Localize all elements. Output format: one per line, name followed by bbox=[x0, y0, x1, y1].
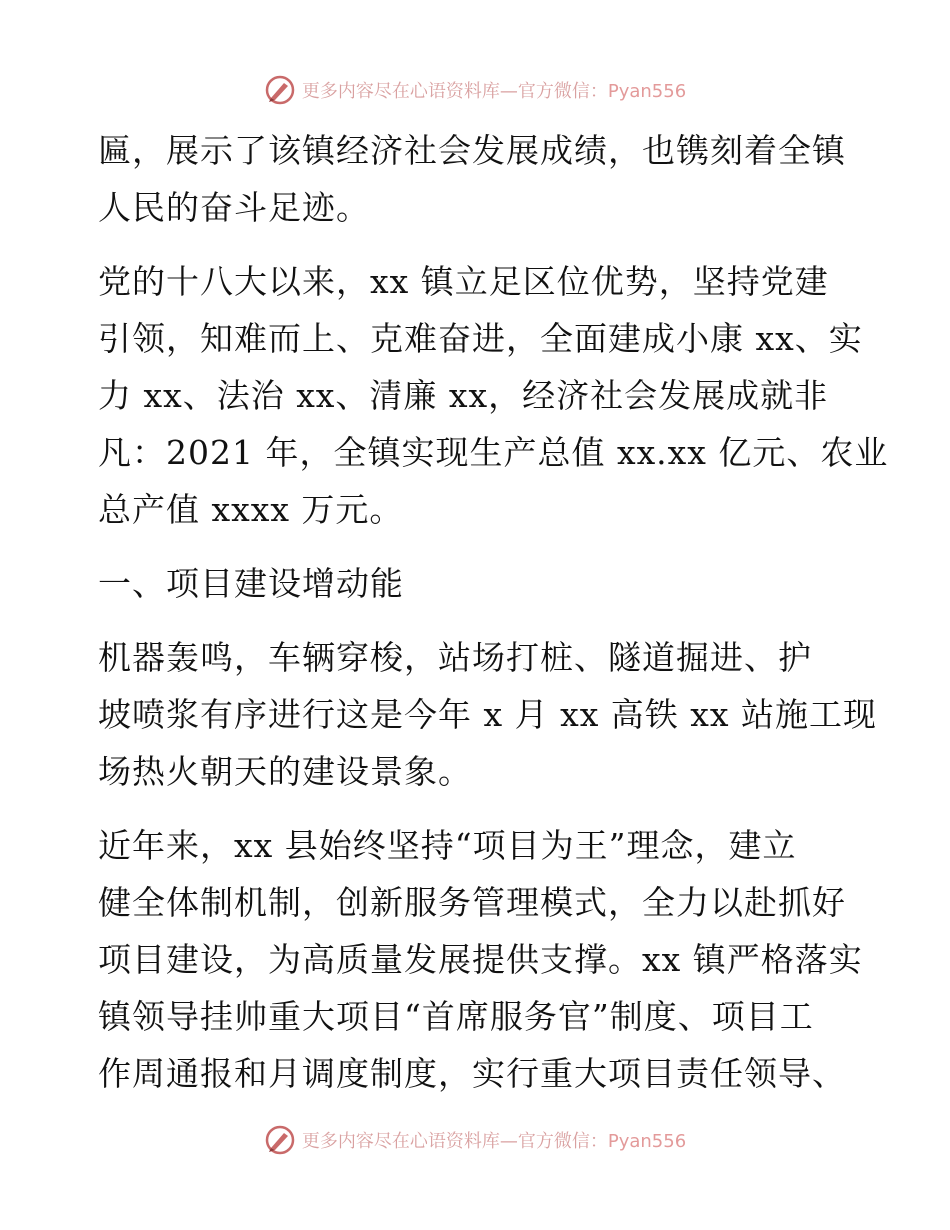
paragraph: 党的十八大以来，xx 镇立足区位优势，坚持党建 引领，知难而上、克难奋进，全面建成小康 xx、实 力 xx、法治 xx、清廉 xx，经济社会发展成就非 凡：2021 年，全镇实现生产总值 xx.xx 亿元、农业 总产值 xxxx 万元。 bbox=[98, 262, 889, 529]
watermark-text: 更多内容尽在心语资料库—官方微信：Pyan556 bbox=[301, 81, 687, 102]
header-watermark bbox=[0, 70, 950, 110]
footer-watermark bbox=[0, 1120, 950, 1160]
paragraph: 机器轰鸣，车辆穿梭，站场打桩、隧道掘进、护 坡喷浆有序进行这是今年 x 月 xx 高铁 xx 站施工现 场热火朝天的建设景象。 bbox=[98, 638, 877, 791]
pen-logo-icon bbox=[264, 74, 296, 106]
pen-logo-icon bbox=[264, 1124, 296, 1156]
document-body bbox=[98, 122, 889, 1102]
watermark-text: 更多内容尽在心语资料库—官方微信：Pyan556 bbox=[301, 1131, 687, 1152]
paragraph: 近年来，xx 县始终坚持“项目为王”理念，建立 健全体制机制，创新服务管理模式，全力以赴抓好 项目建设，为高质量发展提供支撑。xx 镇严格落实 镇领导挂帅重大项目“首席服务官”制度、项目工 作周通报和月调度制度，实行重大项目责任领导、 bbox=[98, 826, 863, 1093]
paragraph: 匾，展示了该镇经济社会发展成绩，也镌刻着全镇 人民的奋斗足迹。 bbox=[98, 131, 846, 227]
section-heading: 一、项目建设增动能 bbox=[98, 564, 404, 603]
